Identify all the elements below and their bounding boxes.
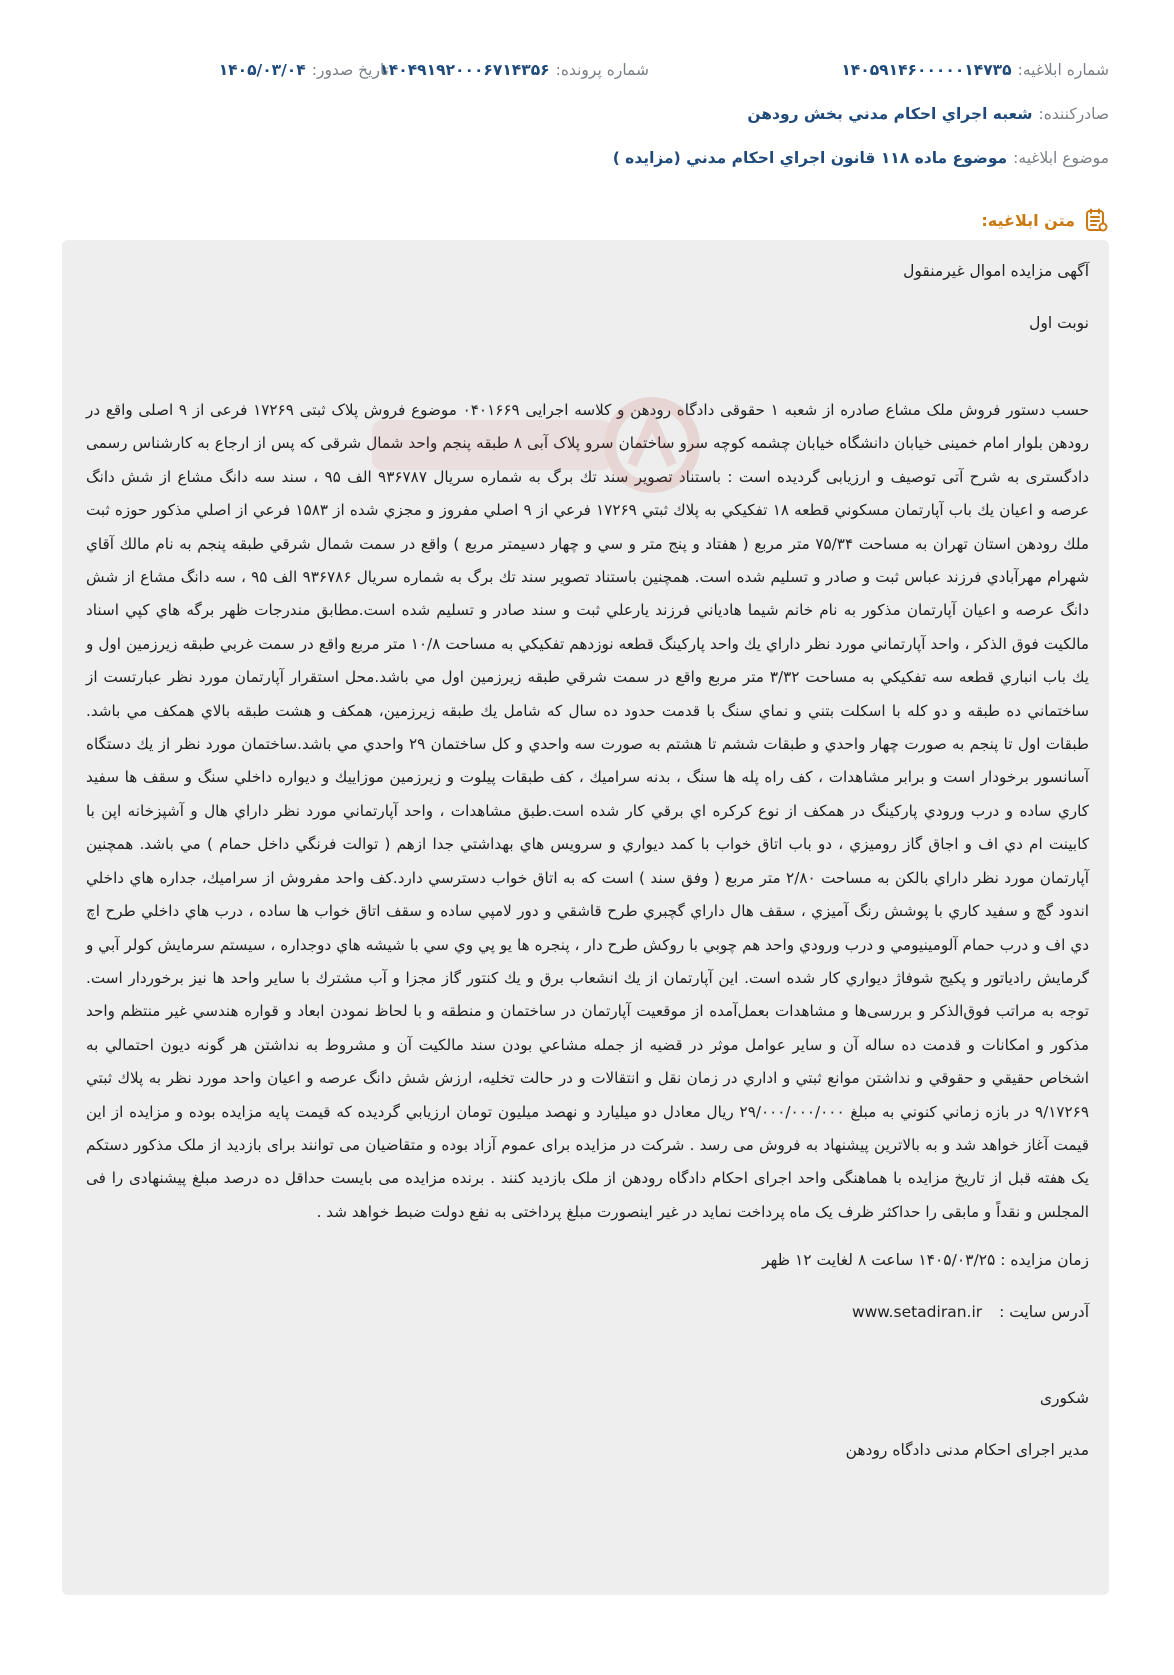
document-text-icon [1083, 207, 1109, 233]
issue-date-group [219, 61, 389, 79]
case-number: ۱۴۰۴۹۱۹۲۰۰۰۶۷۱۴۳۵۶ [379, 61, 550, 79]
case-number-label: شماره پرونده: [555, 61, 649, 79]
site-url[interactable]: www.setadiran.ir [851, 1303, 983, 1322]
issuer: شعبه اجراي احكام مدني بخش رودهن [747, 105, 1033, 123]
auction-time: زمان مزایده : ۱۴۰۵/۰۳/۲۵ ساعت ۸ لغایت ۱۲ ظهر [762, 1251, 1089, 1270]
signer-title: مدیر اجرای احکام مدنی دادگاه رودهن [845, 1441, 1089, 1460]
site-address [86, 1297, 1089, 1327]
meta-row-issuer [62, 92, 1109, 136]
meta-row-numbers [62, 0, 1109, 92]
notice-text-title: متن ابلاغیه: [981, 210, 1075, 230]
notice-round: نوبت اول [1029, 314, 1089, 332]
signer-name: شکوری [1039, 1389, 1089, 1408]
notice-number-label: شماره ابلاغیه: [1017, 61, 1109, 79]
meta-row-subject [62, 136, 1109, 180]
subject: موضوع ماده ۱۱۸ قانون اجراي احكام مدني (مزايده ) [612, 149, 1008, 167]
case-number-group [379, 61, 649, 79]
issue-date: ۱۴۰۵/۰۳/۰۴ [218, 61, 306, 79]
notice-heading: آگهی مزایده اموال غیرمنقول [903, 262, 1089, 280]
site-label: آدرس سایت : [999, 1303, 1089, 1322]
notice-body: حسب دستور فروش ملک مشاع صادره از شعبه ۱ حقوقی دادگاه رودهن و کلاسه اجرایی ۰۴۰۱۶۶۹ موضوع فروش پلاک ثبتی ۱۷۲۶۹ فرعی از ۹ اصلی واقع در رودهن بلوار امام خمینی خیابان دانشگاه خیابان چشمه کوچه سرو ساختمان سرو پلاک آبی ۸ طبقه پنجم واحد شمال شرقی که پس از ارجاع به کارشناس رسمی دادگستری به شرح آتی توصیف و ارزیابی گردیده است : باستناد تصویر سند تك برگ به شماره سریال ۹۳۶۷۸۷ الف ۹۵ ، سند سه دانگ مشاع از شش دانگ عرصه و اعيان يك باب آپارتمان مسكوني قطعه ۱۸ تفكيكي به پلاك ثبتي ۱۷۲۶۹ فرعي از ۹ اصلي مفروز و مجزي شده از ۱۵۸۳ فرعي از اصلي مذكور حوزه ثبت ملك رودهن استان تهران به مساحت ۷۵/۳۴ متر مربع ( هفتاد و پنج متر و سي و چهار دسيمتر مربع ) واقع در سمت شمال شرقي طبقه پنجم به نام مالك آقاي شهرام مهرآبادي فرزند عباس ثبت و صادر و تسليم شده است. همچنين باستناد تصوير سند تك برگ به شماره سريال ۹۳۶۷۸۶ الف ۹۵ ، سه دانگ مشاع از شش دانگ عرصه و اعيان آپارتمان مذكور به نام خانم شيما هادياني فرزند يارعلي ثبت و سند صادر و تسليم شده است.مطابق مندرجات ظهر برگه هاي كپي اسناد مالكيت فوق الذكر ، واحد آپارتماني مورد نظر داراي يك واحد پاركينگ قطعه نوزدهم تفكيكي به مساحت ۱۰/۸ متر مربع واقع در سمت غربي طبقه زيرزمين اول و يك باب انباري قطعه سه تفكيكي به مساحت ۳/۳۲ متر مربع واقع در سمت شرقي طبقه زيرزمين اول مي باشد.محل استقرار آپارتمان مورد نظر عبارتست از ساختماني ده طبقه و دو كله با اسكلت بتني و نماي سنگ با قدمت حدود ده سال كه شامل يك طبقه زيرزمين، همكف و هشت طبقه بالاي همكف مي باشد. طبقات اول تا پنجم به صورت چهار واحدي و طبقات ششم تا هشتم به صورت سه واحدي و كل ساختمان ۲۹ واحدي مي باشد.ساختمان مورد نظر از يك دستگاه آسانسور برخودار است و برابر مشاهدات ، كف راه پله ها سنگ ، بدنه سراميك ، كف طبقات پيلوت و زيرزمين موزاييك و ديواره داخلي سنگ و سقف ها سفيد كاري ساده و درب ورودي پاركينگ در همكف از نوع كركره اي برقي كار شده است.طبق مشاهدات ، واحد آپارتماني مورد نظر داراي هال و آشپزخانه اپن با كابينت ام دي اف و اجاق گاز روميزي ، دو باب اتاق خواب با كمد ديواري و سرويس هاي بهداشتي جدا ازهم ( توالت فرنگي داخل حمام ) مي باشد. همچنين آپارتمان مورد نظر داراي بالكن به مساحت ۲/۸۰ متر مربع ( وفق سند ) است كه به اتاق خواب دسترسي دارد.كف واحد مفروش از سراميك، جداره هاي داخلي اندود گچ و سفيد كاري با پوشش رنگ آميزي ، سقف هال داراي گچبري طرح قاشقي و دور لامپي ساده و سقف اتاق خواب ها ساده ، درب هاي داخلي طرح اچ دي اف و درب حمام آلومينيومي و درب ورودي واحد هم چوبي با روكش طرح دار ، پنجره ها يو پي وي سي با شيشه هاي دوجداره ، سيستم سرمايش كولر آبي و گرمايش رادياتور و پكيج شوفاژ ديواري كار شده است. اين آپارتمان از يك انشعاب برق و يك كنتور گاز مجزا و آب مشترك با ساير واحد ها نيز برخوردار است. توجه به مراتب فوق‌الذکر و بررسی‌ها و مشاهدات بعمل‌آمده از موقعيت آپارتمان در ساختمان و منطقه و با لحاظ نمودن ابعاد و قواره هندسي غير منتظم واحد مذكور و امكانات و قدمت ده ساله آن و ساير عوامل موثر در قضيه از جمله مشاعي بودن سند مالكيت آن و مشروط به نداشتن هر گونه ديون احتمالي به اشخاص حقيقي و حقوقي و نداشتن موانع ثبتي و اداري در زمان نقل و انتقالات و در حالت تخليه، ارزش شش دانگ عرصه و اعيان واحد مورد نظر به پلاك ثبتي ۹/۱۷۲۶۹ در بازه زماني كنوني به مبلغ ۲۹/۰۰۰/۰۰۰/۰۰۰ ريال معادل دو ميليارد و نهصد ميليون تومان ارزيابي گرديده كه قيمت پايه مزايده بوده و مزايده از اين قيمت آغاز خواهد شد و به بالاترین پیشنهاد به فروش می رسد . شرکت در مزایده برای عموم آزاد بوده و متقاضیان می توانند برای بازدید از ملک مذکور دستکم یک هفته قبل از تاریخ مزایده با هماهنگی واحد اجرای احکام دادگاه رودهن از ملک بازدید کنند . برنده مزایده می بایست حداقل ده درصد مبلغ پیشنهادی را فی المجلس و نقداً و مابقی را حداکثر ظرف یک ماه پرداخت نماید در غیر اینصورت مبلغ پرداختی به نفع دولت ضبط خواهد شد . [86, 401, 1090, 1221]
subject-label: موضوع ابلاغیه: [1013, 149, 1109, 167]
notice-number-group [649, 61, 1109, 79]
notice-number: ۱۴۰۵۹۱۴۶۰۰۰۰۰۱۴۷۳۵ [841, 61, 1012, 79]
notice-content-panel [62, 240, 1109, 1595]
notice-text-heading [62, 202, 1109, 238]
issue-date-label: تاریخ صدور: [311, 61, 389, 79]
issuer-label: صادرکننده: [1038, 105, 1109, 123]
